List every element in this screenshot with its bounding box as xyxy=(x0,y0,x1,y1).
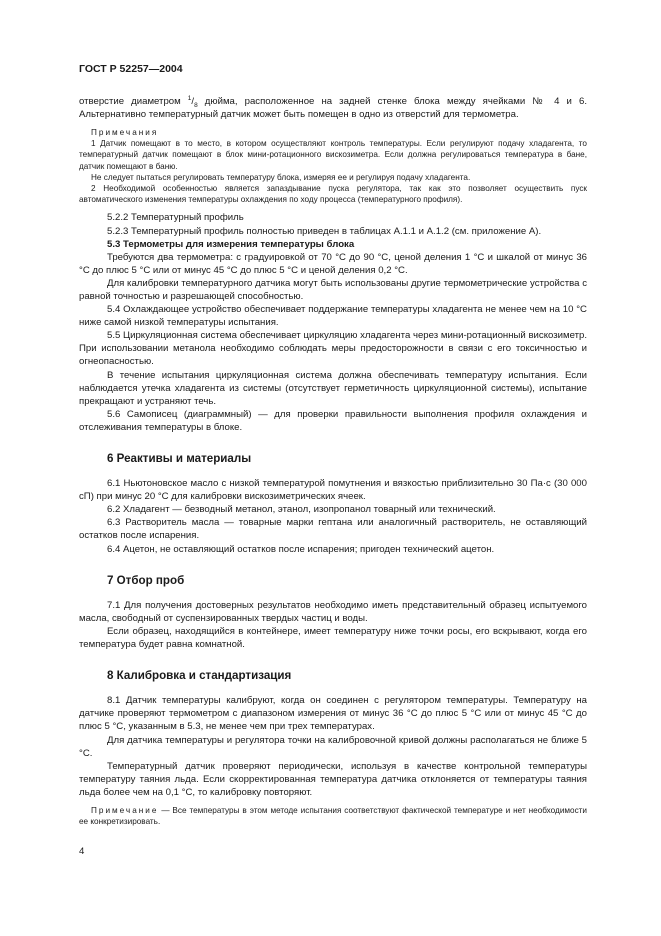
clause-7-2: Если образец, находящийся в контейнере, имеет температуру ниже точки росы, его вскрывают, когда его температура будет равна комнатной. xyxy=(79,625,587,651)
clause-8-2: Для датчика температуры и регулятора точки на калибровочной кривой должны располагаться не ближе 5 °С. xyxy=(79,734,587,759)
intro-paragraph: отверстие диаметром $^1/_8$ дюйма, расположенное на задней стенке блока между ячейками № 4 и 6. Альтернативно температурный датчик может быть помещен в одно из отверстий для термометра. xyxy=(79,94,587,121)
clause-6-3: 6.3 Растворитель масла — товарные марки гептана или аналогичный растворитель, не оставляющий остатков после испарения. xyxy=(79,517,587,542)
clause-6-2: 6.2 Хладагент — безводный метанол, этанол, изопропанол товарный или технический. xyxy=(107,504,496,516)
note-1a: 1 Датчик помещают в то место, в котором осуществляют контроль температуры. Если регулируют подачу хладагента, то температурный датчик помещают в блок мини-ротационного вискозиметра. Если должна регулироваться температура в бане, датчик помещают в баню. xyxy=(79,139,587,171)
clause-6-4: 6.4 Ацетон, не оставляющий остатков после испарения; пригоден технический ацетон. xyxy=(107,543,495,555)
clause-5-4: 5.4 Охлаждающее устройство обеспечивает поддержание температуры хладагента не менее чем на 10 °С ниже самой низкой температуры испытания. xyxy=(79,304,587,329)
clause-5-6: 5.6 Самописец (диаграммный) — для проверки правильности выполнения профиля охлаждения и отслеживания температуры в блоке. xyxy=(79,408,587,433)
notes-block xyxy=(79,127,587,205)
note-2: 2 Необходимой особенностью является запаздывание пуска регулятора, так как это позволяет осуществить пуск автоматического изменения температуры охлаждения по ходу процесса (температурного профиля). xyxy=(79,184,587,205)
clause-5-3-heading: 5.3 Термометры для измерения температуры блока xyxy=(107,238,355,250)
clause-5-3-p2: Для калибровки температурного датчика могут быть использованы другие термометрические устройства с равной точностью и разрешающей способностью. xyxy=(79,277,587,302)
document-header: ГОСТ Р 52257—2004 xyxy=(79,63,183,75)
section-7-title: 7 Отбор проб xyxy=(107,573,185,587)
clause-5-2-3: 5.2.3 Температурный профиль полностью приведен в таблицах А.1.1 и А.1.2 (см. приложение А). xyxy=(107,225,542,237)
section-8-title: 8 Калибровка и стандартизация xyxy=(107,669,292,683)
notes-title: Примечания xyxy=(91,128,159,137)
clause-8-1: 8.1 Датчик температуры калибруют, когда он соединен с регулятором температуры. Температуру на датчике проверяют термометром с диапазоном измерения от минус 36 °С до плюс 5 °С или от минус 45 °С до плюс 5 °С, указанным в 5.3, не менее чем при трех температурах. xyxy=(79,695,587,733)
clause-5-2-2: 5.2.2 Температурный профиль xyxy=(107,212,244,224)
clause-7-1: 7.1 Для получения достоверных результатов необходимо иметь представительный образец испытуемого масла, свободный от суспензированных твердых частиц и воды. xyxy=(79,599,587,624)
section-6-title: 6 Реактивы и материалы xyxy=(107,452,252,466)
page-body xyxy=(79,95,587,827)
clause-5-5-p1: 5.5 Циркуляционная система обеспечивает циркуляцию хладагента через мини-ротационный вискозиметр. При использовании метанола необходимо соблюдать меры предосторожности в связи с его токсичностью и огнеопасностью. xyxy=(79,330,587,368)
clause-5-5-p2: В течение испытания циркуляционная система должна обеспечивать температуру испытания. Если наблюдается утечка хладагента из системы (отсутствует герметичность циркуляционной системы), испытание прекращают и устраняют течь. xyxy=(79,369,587,407)
clause-6-1: 6.1 Ньютоновское масло с низкой температурой помутнения и вязкостью приблизительно 30 Па·с (30 000 сП) при минус 20 °С для калибровки вискозиметрических ячеек. xyxy=(79,478,587,503)
clause-8-3: Температурный датчик проверяют периодически, используя в качестве контрольной температуры температуру таяния льда. Если скорректированная температура датчика отклоняется от температуры таяния льда более чем на 0,1 °С, то калибровку повторяют. xyxy=(79,760,587,798)
note-1b: Не следует пытаться регулировать температуру блока, измеряя ее и регулируя подачу хладагента. xyxy=(91,172,471,182)
section-5-2-5-6 xyxy=(79,211,587,434)
clause-5-3-p1: Требуются два термометра: с градуировкой от 70 °С до 90 °С, ценой деления 1 °С и шкалой от минус 36 °С до плюс 5 °С или от минус 45 °С до плюс 5 °С и ценой деления 0,2 °С. xyxy=(79,251,587,276)
page-number: 4 xyxy=(79,846,85,857)
section-8-note: Примечание — Все температуры в этом методе испытания соответствуют фактической температуре и нет необходимости ее конкретизировать. xyxy=(79,805,587,827)
